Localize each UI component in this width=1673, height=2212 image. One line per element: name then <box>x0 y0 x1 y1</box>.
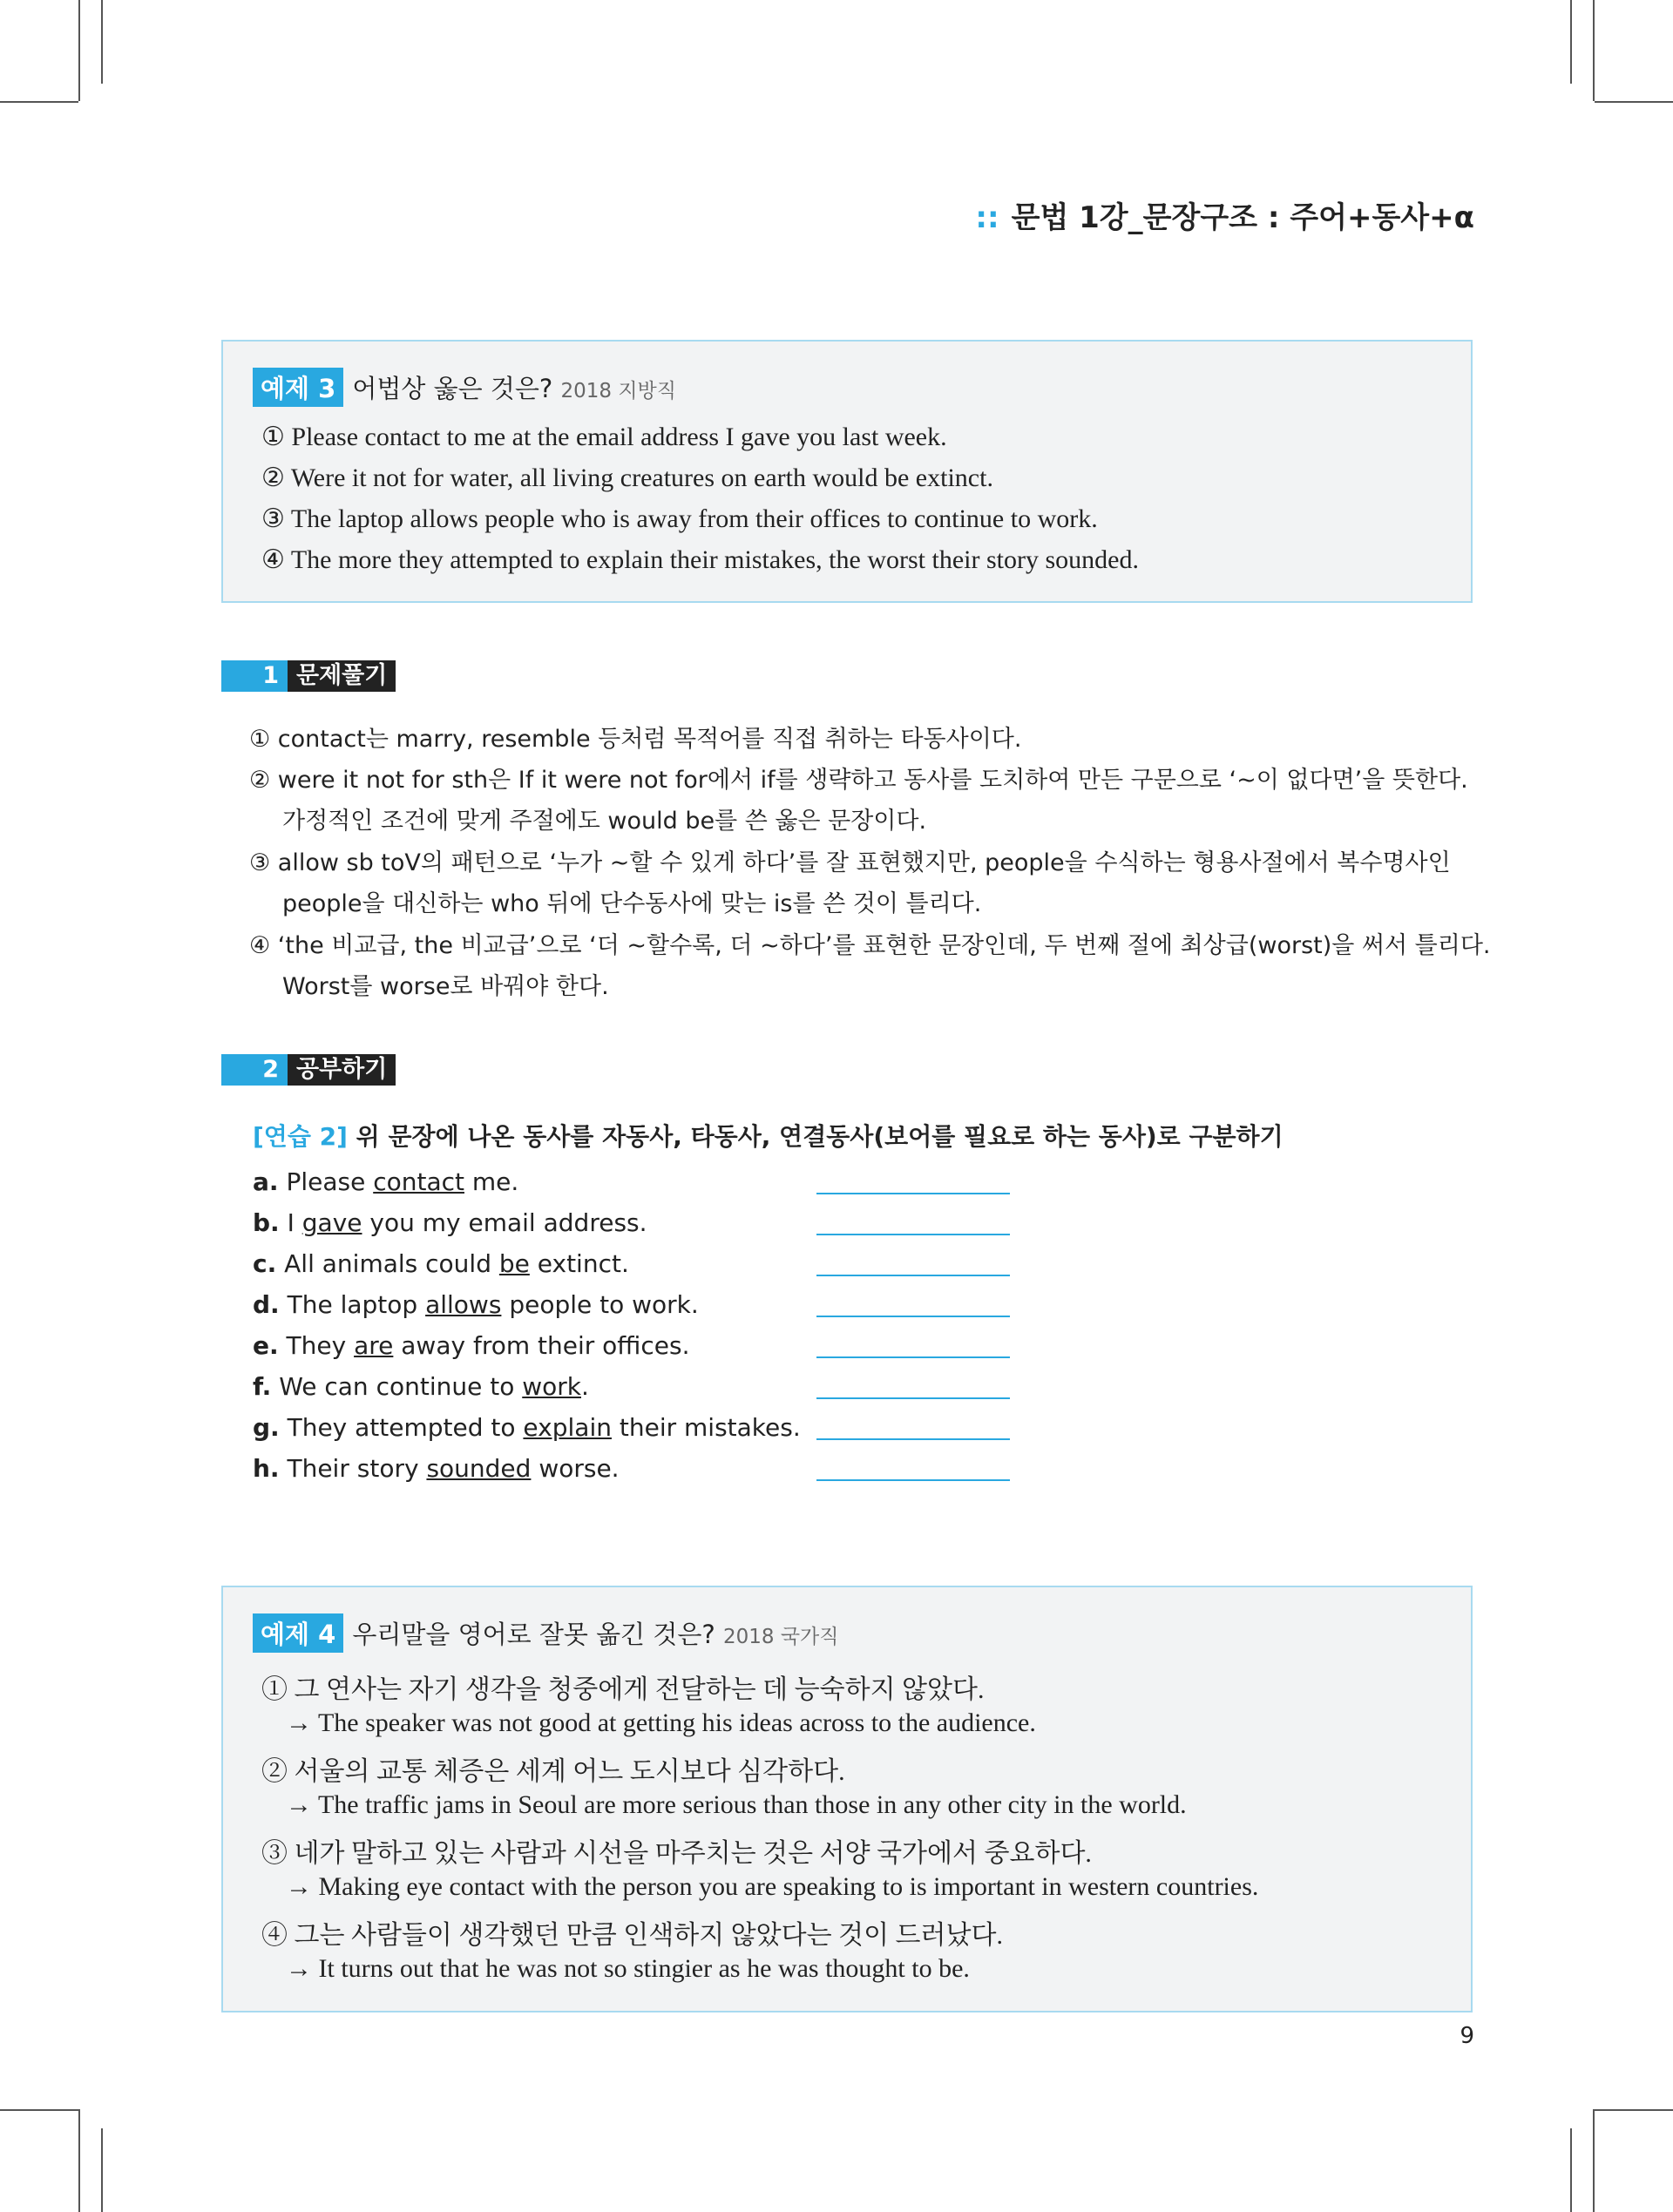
example4-option-english: → Making eye contact with the person you are speaking to is important in western countries. <box>286 1872 1259 1901</box>
item-text: away from their offices. <box>393 1331 690 1360</box>
item-text: you my email address. <box>362 1208 647 1237</box>
solution-line: ① contact는 marry, resemble 등처럼 목적어를 직접 취하는 타동사이다. <box>249 726 1022 753</box>
example4-option-korean: ③ 네가 말하고 있는 사람과 시선을 마주치는 것은 서양 국가에서 중요하다. <box>261 1839 1092 1868</box>
crop-mark <box>1570 2128 1572 2212</box>
item-verb: explain <box>523 1413 612 1442</box>
item-text: their mistakes. <box>611 1413 801 1442</box>
exercise-item <box>253 1413 801 1442</box>
crop-mark <box>1595 101 1673 103</box>
crop-mark <box>101 0 103 84</box>
exercise-item <box>253 1167 518 1196</box>
item-letter: d. <box>253 1290 280 1319</box>
answer-blank[interactable] <box>816 1438 1010 1440</box>
exercise-item <box>253 1290 699 1319</box>
item-text: extinct. <box>529 1249 629 1278</box>
crop-mark <box>1570 0 1572 84</box>
exercise-item <box>253 1249 629 1278</box>
item-text: All animals could <box>284 1249 499 1278</box>
answer-blank[interactable] <box>816 1275 1010 1276</box>
exercise-item <box>253 1372 589 1401</box>
item-verb: are <box>354 1331 394 1360</box>
item-letter: h. <box>253 1454 280 1483</box>
item-verb: allows <box>425 1290 502 1319</box>
example4-option-korean: ② 서울의 교통 체증은 세계 어느 도시보다 심각하다. <box>261 1757 845 1786</box>
section1-tag <box>221 660 396 692</box>
example4-option-korean: ① 그 연사는 자기 생각을 청중에게 전달하는 데 능숙하지 않았다. <box>261 1675 985 1704</box>
chapter-header <box>975 193 1474 236</box>
crop-mark <box>101 2128 103 2212</box>
solution-line: ③ allow sb toV의 패턴으로 ‘누가 ~할 수 있게 하다’를 잘 표현했지만, people을 수식하는 형용사절에서 복수명사인 <box>249 849 1451 876</box>
item-text: people to work. <box>501 1290 699 1319</box>
item-text: worse. <box>531 1454 620 1483</box>
item-letter: b. <box>253 1208 280 1237</box>
crop-mark <box>1593 2109 1595 2212</box>
section2-label: 공부하기 <box>288 1054 396 1086</box>
answer-blank[interactable] <box>816 1234 1010 1235</box>
item-verb: be <box>498 1249 530 1278</box>
example4-title <box>253 1613 838 1653</box>
section2-number: 2 <box>221 1054 288 1086</box>
example3-option: ③ The laptop allows people who is away from their offices to continue to work. <box>261 504 1098 533</box>
answer-blank[interactable] <box>816 1356 1010 1358</box>
item-text: We can continue to <box>279 1372 523 1401</box>
example4-option-korean: ④ 그는 사람들이 생각했던 만큼 인색하지 않았다는 것이 드러났다. <box>261 1921 1003 1950</box>
item-letter: g. <box>253 1413 280 1442</box>
answer-blank[interactable] <box>816 1193 1010 1194</box>
item-verb: work <box>522 1372 581 1401</box>
example3-badge: 예제 3 <box>253 368 343 407</box>
example3-title <box>253 368 676 407</box>
crop-mark <box>78 2109 80 2212</box>
item-letter: e. <box>253 1331 279 1360</box>
item-text: They <box>286 1331 355 1360</box>
example3-question: 어법상 옳은 것은? <box>352 374 553 403</box>
item-text: me. <box>464 1167 519 1196</box>
chapter-title: 문법 1강_문장구조 : 주어+동사+α <box>1011 200 1474 235</box>
practice-title <box>253 1118 1284 1153</box>
solution-line: Worst를 worse로 바꿔야 한다. <box>282 973 609 1000</box>
exercise-item <box>253 1208 647 1237</box>
item-text: Please <box>286 1167 374 1196</box>
exercise-item <box>253 1331 689 1360</box>
item-text: Their story <box>287 1454 427 1483</box>
section2-tag <box>221 1054 396 1086</box>
item-text: The laptop <box>287 1290 426 1319</box>
example4-option-english: → The speaker was not good at getting his ideas across to the audience. <box>286 1708 1036 1737</box>
example3-option: ④ The more they attempted to explain their mistakes, the worst their story sounded. <box>261 545 1139 574</box>
crop-mark <box>1595 2109 1673 2111</box>
example3-source: 2018 지방직 <box>560 380 676 402</box>
crop-mark <box>1593 0 1595 101</box>
item-verb: sounded <box>426 1454 532 1483</box>
example4-option-english: → It turns out that he was not so stingier as he was thought to be. <box>286 1954 970 1983</box>
practice-bracket: [연습 2] <box>253 1122 348 1151</box>
answer-blank[interactable] <box>816 1479 1010 1481</box>
item-verb: gave <box>301 1208 362 1237</box>
item-letter: a. <box>253 1167 279 1196</box>
item-letter: f. <box>253 1372 272 1401</box>
example4-source: 2018 국가직 <box>722 1626 839 1648</box>
item-letter: c. <box>253 1249 277 1278</box>
item-text: They attempted to <box>287 1413 524 1442</box>
header-mark: :: <box>975 200 999 235</box>
example4-question: 우리말을 영어로 잘못 옮긴 것은? <box>352 1620 715 1649</box>
practice-instruction: 위 문장에 나온 동사를 자동사, 타동사, 연결동사(보어를 필요로 하는 동사)로 구분하기 <box>356 1122 1284 1151</box>
answer-blank[interactable] <box>816 1397 1010 1399</box>
section1-number: 1 <box>221 660 288 692</box>
example4-option-english: → The traffic jams in Seoul are more serious than those in any other city in the world. <box>286 1790 1187 1819</box>
exercise-item <box>253 1454 620 1483</box>
example3-option: ② Were it not for water, all living creatures on earth would be extinct. <box>261 463 993 492</box>
answer-blank[interactable] <box>816 1316 1010 1317</box>
solution-line: ④ ‘the 비교급, the 비교급’으로 ‘더 ~할수록, 더 ~하다’를 표현한 문장인데, 두 번째 절에 최상급(worst)을 써서 틀리다. <box>249 932 1491 959</box>
example4-badge: 예제 4 <box>253 1613 343 1653</box>
item-text: I <box>287 1208 302 1237</box>
crop-mark <box>78 0 80 101</box>
section1-label: 문제풀기 <box>288 660 396 692</box>
solution-line: people을 대신하는 who 뒤에 단수동사에 맞는 is를 쓴 것이 틀리다. <box>282 890 982 917</box>
page-number: 9 <box>1460 2023 1474 2049</box>
example4-box <box>221 1586 1473 2012</box>
crop-mark <box>0 2109 78 2111</box>
solution-line: ② were it not for sth은 If it were not for에서 if를 생략하고 동사를 도치하여 만든 구문으로 ‘~이 없다면’을 뜻한다. <box>249 767 1468 794</box>
item-verb: contact <box>373 1167 464 1196</box>
example3-box <box>221 340 1473 603</box>
solution-line: 가정적인 조건에 맞게 주절에도 would be를 쓴 옳은 문장이다. <box>282 808 927 835</box>
example3-option: ① Please contact to me at the email address I gave you last week. <box>261 423 947 451</box>
item-text: . <box>581 1372 589 1401</box>
crop-mark <box>0 101 78 103</box>
